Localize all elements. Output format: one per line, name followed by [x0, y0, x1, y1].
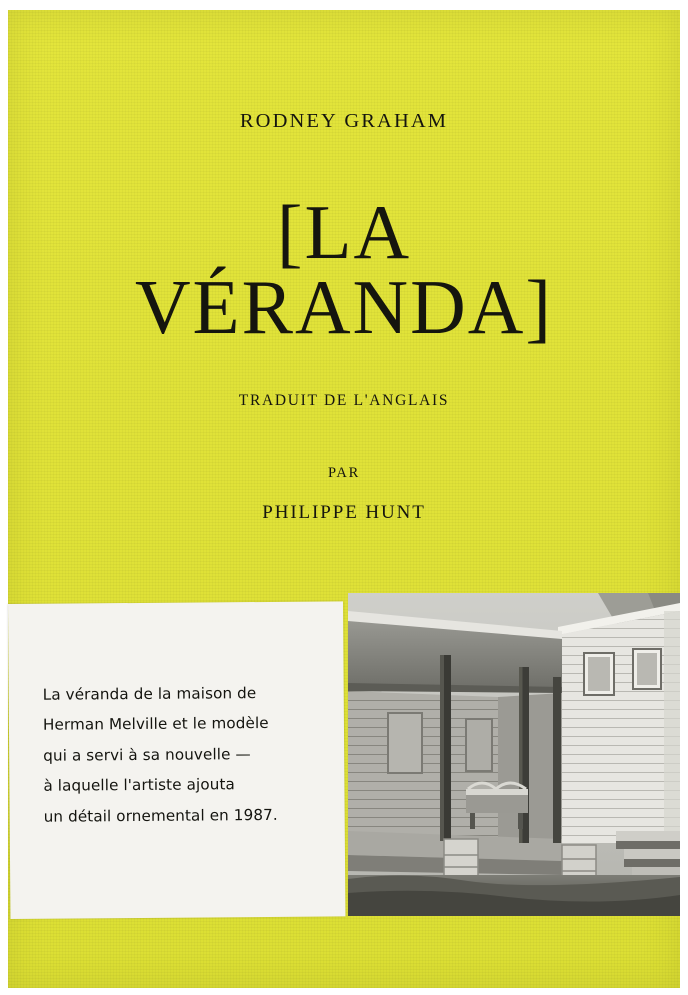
caption-line: Herman Melville et le modèle	[42, 714, 269, 735]
title-line-1: [LA	[276, 189, 412, 275]
dust-jacket	[8, 10, 680, 988]
par-label: PAR	[328, 464, 360, 481]
caption-line: à laquelle l'artiste ajouta	[43, 775, 235, 795]
title-block	[8, 10, 680, 524]
subtitle: TRADUIT DE L'ANGLAIS	[238, 391, 450, 409]
caption-card	[8, 601, 345, 919]
caption-line: un détail ornemental en 1987.	[43, 805, 278, 826]
lower-band	[8, 593, 680, 921]
veranda-photo	[348, 593, 680, 916]
author-name: RODNEY GRAHAM	[239, 110, 449, 132]
translator-name: PHILIPPE HUNT	[262, 501, 426, 523]
caption-line: La véranda de la maison de	[42, 684, 257, 704]
page-title	[8, 189, 680, 351]
caption-line: qui a servi à sa nouvelle —	[43, 744, 251, 765]
cover-footer-strip	[8, 921, 680, 988]
title-line-2: VÉRANDA]	[134, 264, 554, 351]
veranda-photo-graphic	[348, 593, 680, 916]
caption-text	[43, 678, 324, 832]
